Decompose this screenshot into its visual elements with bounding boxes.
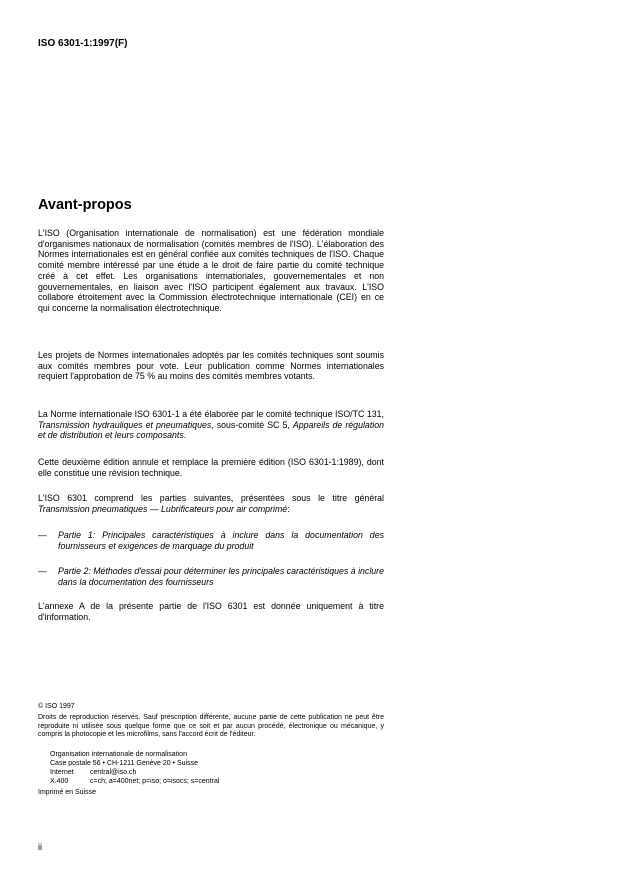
- publisher-postal: Case postale 56 • CH-1211 Genève 20 • Suisse: [50, 760, 198, 767]
- section-title: Avant-propos: [38, 197, 132, 213]
- publisher-internet: Internet central@iso.ch: [50, 769, 137, 776]
- paragraph-edition: Cette deuxième édition annule et remplace la première édition (ISO 6301-1:1989), dont elle constitue une révision technique.: [38, 457, 384, 478]
- copyright-line: © ISO 1997: [38, 703, 75, 710]
- paragraph-committee: La Norme internationale ISO 6301-1 a été élaborée par le comité technique ISO/TC 131, Transmission hydrauliques et pneumatiques, sous-comité SC 5, Appareils de régulation et de distribution et leurs composants.: [38, 409, 384, 441]
- publisher-x400: X.400 c=ch; a=400net; p=iso; o=isocs; s=central: [50, 778, 220, 785]
- page-number: ii: [38, 842, 42, 852]
- paragraph-annex: L'annexe A de la présente partie de l'ISO 6301 est donnée uniquement à titre d'information.: [38, 601, 384, 622]
- paragraph-iso-intro: L'ISO (Organisation internationale de normalisation) est une fédération mondiale d'organismes nationaux de normalisation (comités membres de l'ISO). L'élaboration des Normes internationales est en général confiée aux comités techniques de l'ISO. Chaque comité membre intéressé par une étude a le droit de faire partie du comité technique créé à cet effet. Les organisations internationales, gouvernementales et non gouvernementales, en liaison avec l'ISO participent également aux travaux. L'ISO collabore étroitement avec la Commission électrotechnique internationale (CEI) en ce qui concerne la normalisation électrotechnique.: [38, 228, 384, 313]
- dash-marker: —: [38, 530, 47, 540]
- list-item-text: Partie 1: Principales caractéristiques à inclure dans la documentation des fournisseurs et exigences de marquage du produit: [58, 530, 384, 551]
- document-id: ISO 6301-1:1997(F): [38, 38, 128, 49]
- paragraph-draft-standards: Les projets de Normes internationales adoptés par les comités techniques sont soumis aux comités membres pour vote. Leur publication comme Normes internationales requiert l'approbation de 75 % au moins des comités membres votants.: [38, 350, 384, 382]
- publisher-org: Organisation internationale de normalisation: [50, 751, 187, 758]
- dash-marker: —: [38, 566, 47, 576]
- printed-in: Imprimé en Suisse: [38, 789, 96, 796]
- list-item: [38, 566, 384, 587]
- copyright-notice: Droits de reproduction réservés. Sauf prescription différente, aucune partie de cette publication ne peut être reproduite ni utilisée sous quelque forme que ce soit et par aucun procédé, électronique ou mécanique, y compris la photocopie et les microfilms, sans l'accord écrit de l'éditeur.: [38, 714, 384, 739]
- list-item: [38, 530, 384, 551]
- paragraph-parts: L'ISO 6301 comprend les parties suivantes, présentées sous le titre général Transmission pneumatiques — Lubrificateurs pour air comprimé:: [38, 493, 384, 514]
- list-item-text: Partie 2: Méthodes d'essai pour déterminer les principales caractéristiques à inclure dans la documentation des fournisseurs: [58, 566, 384, 587]
